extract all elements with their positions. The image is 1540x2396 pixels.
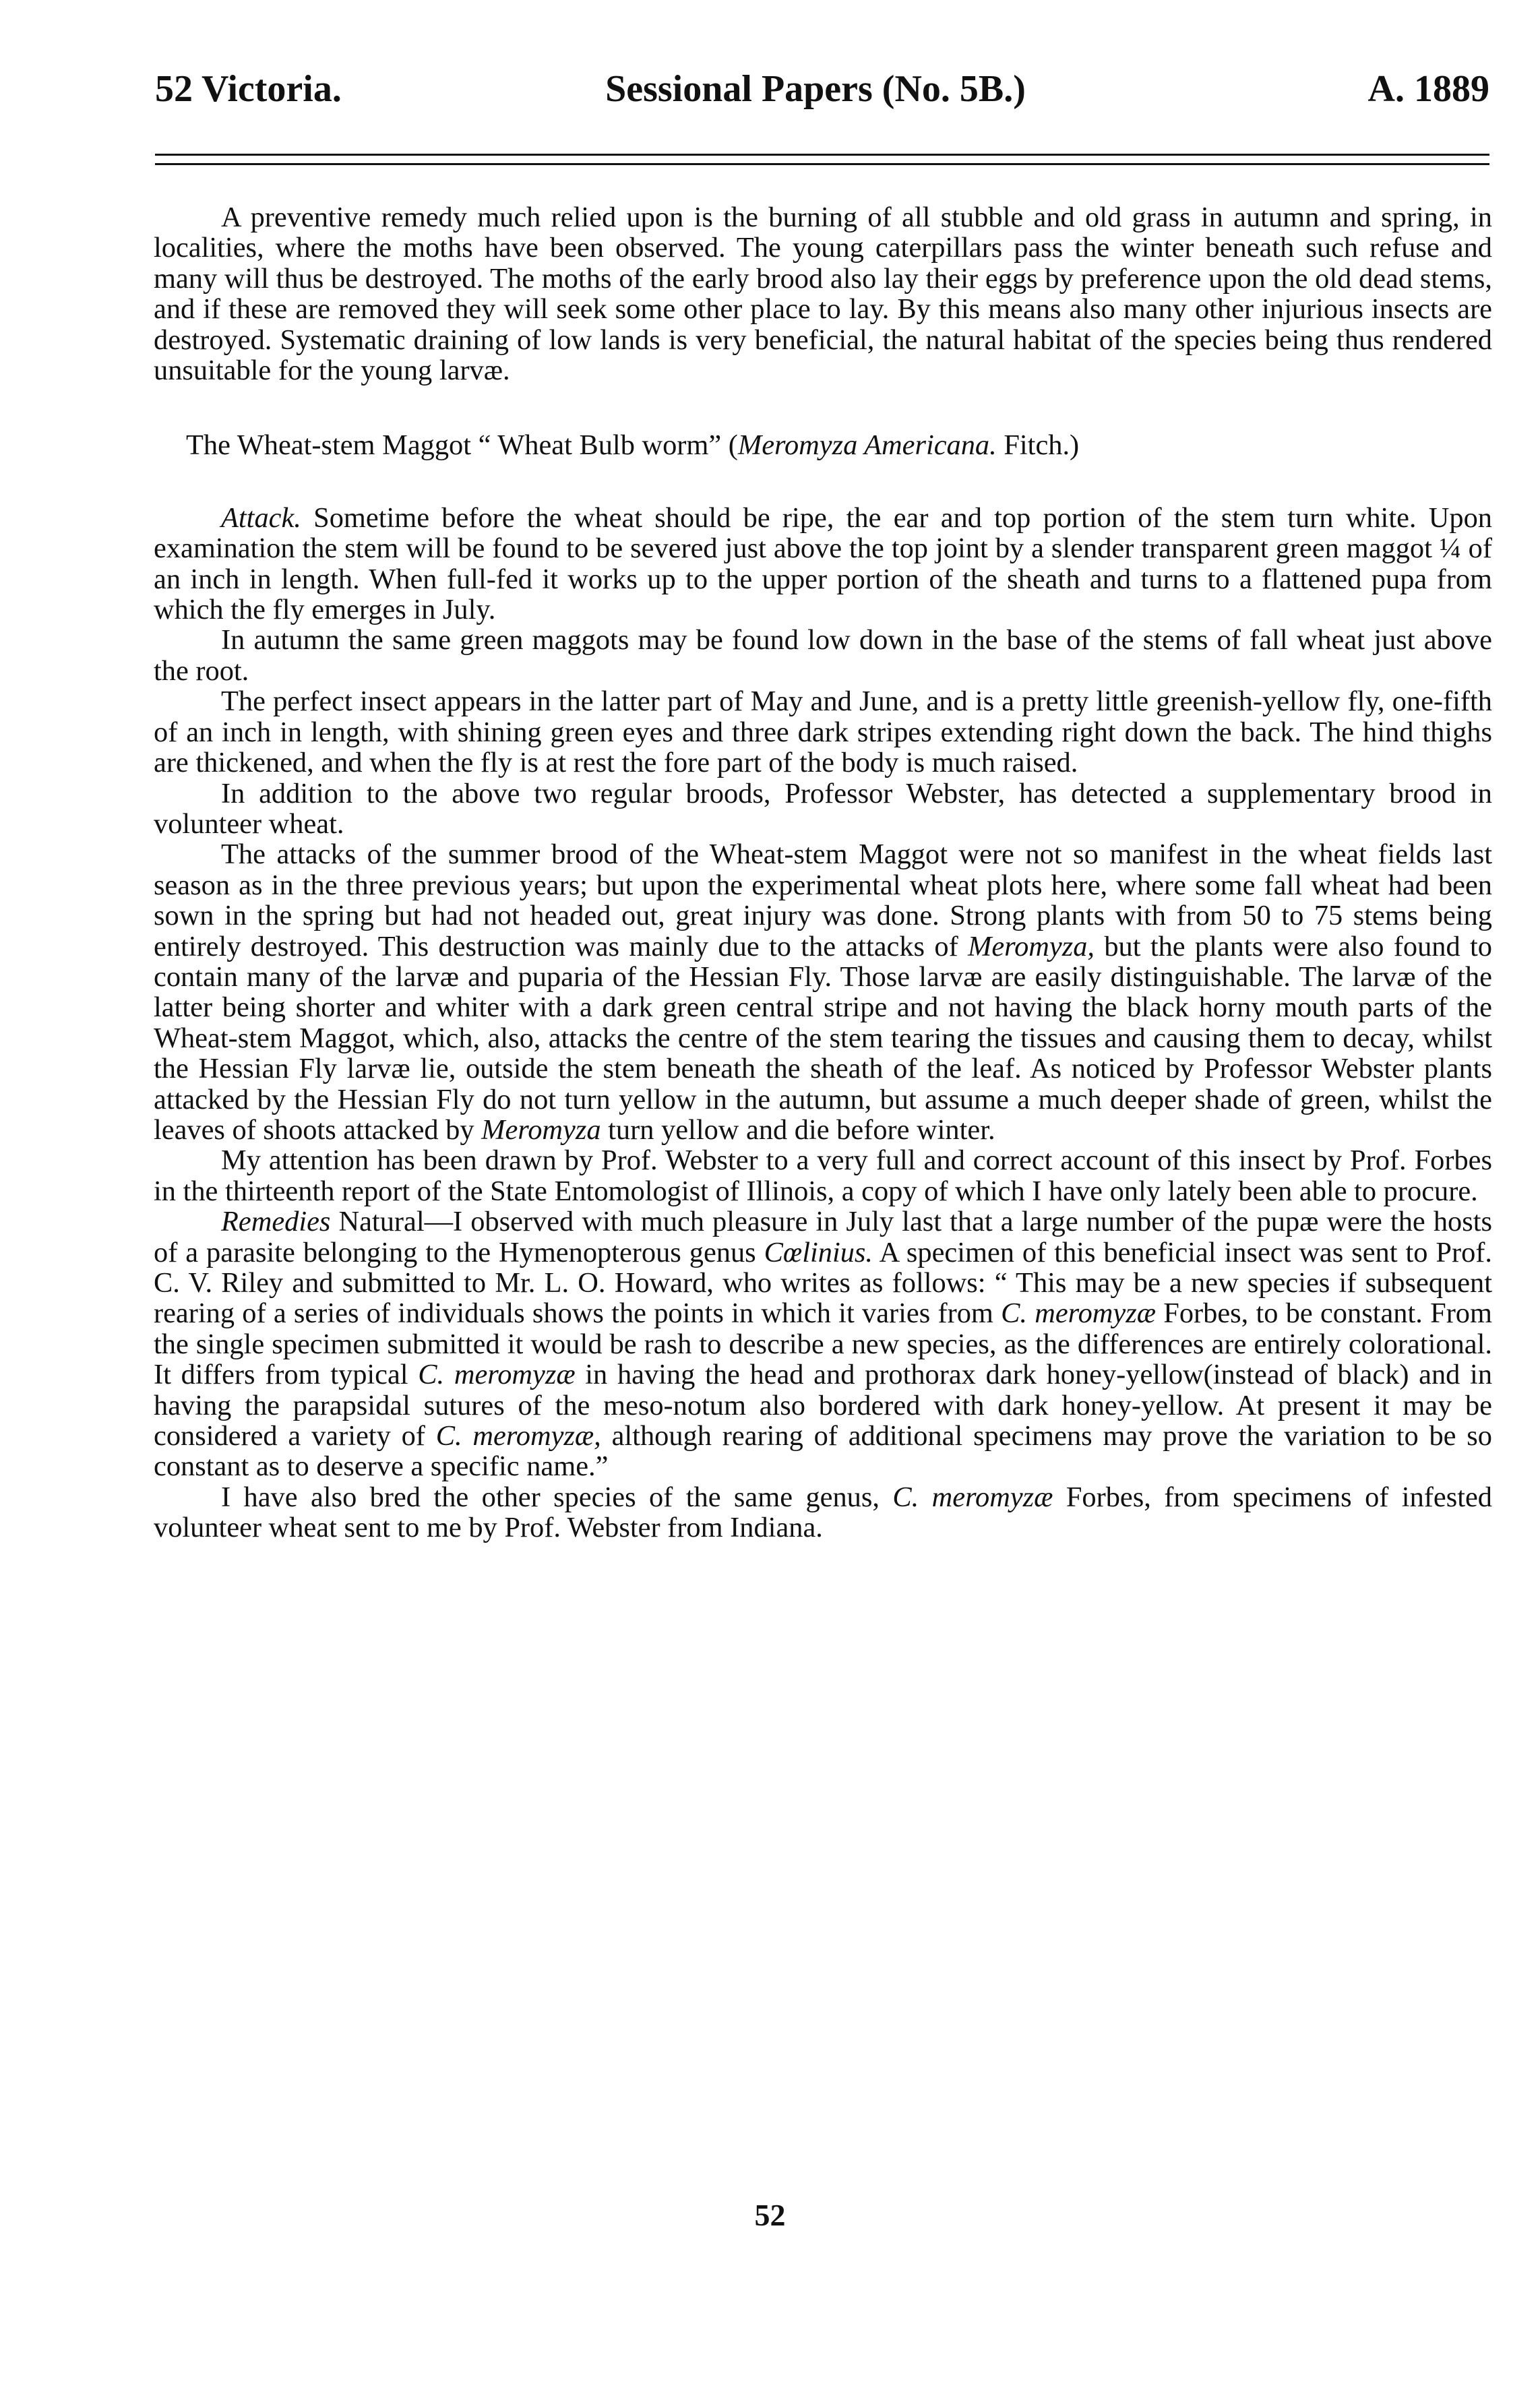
remedies-text-e: although rearing of additional specimens may prove the variation to be so constant as to deserve a specific name.” xyxy=(154,1420,1493,1483)
genus-name: Meromyza xyxy=(481,1113,601,1146)
section-heading-species: Meromyza Americana. xyxy=(737,429,997,462)
remedies-text-a: Natural—I observed with much pleasure in July last that a large number of the pupæ were the hosts of a parasite belonging to the Hymenopterous genus xyxy=(154,1206,1492,1268)
running-header xyxy=(155,67,1489,121)
header-rule-top xyxy=(155,154,1489,156)
summer-attacks-text-b: but the plants were also found to contain many of the larvæ and puparia of the Hessian Fly. Those larvæ are easily distinguishable. The larvæ of the latter being shorter and whiter with a dark green central stripe and not having the black horny mouth parts of the Wheat-stem Maggot, which, also, attacks the centre of the stem tearing the tissues and causing them to decay, whilst the Hessian Fly larvæ lie, outside the stem beneath the sheath of the leaf. As noticed by Professor Webster plants attacked by the Hessian Fly do not turn yellow in the autumn, but assume a much deeper shade of green, whilst the leaves of shoots attacked by xyxy=(154,930,1492,1146)
paragraph-autumn: In autumn the same green maggots may be found low down in the base of the stems of fall wheat just above the root. xyxy=(154,624,1492,687)
attack-text: Sometime before the wheat should be ripe, the ear and top portion of the stem turn white. Upon examination the stem will be found to be severed just above the top joint by a slender transparent green maggot ¼ of an inch in length. When full-fed it works up to the upper portion of the sheath and turns to a flattened pupa from which the fly emerges in July. xyxy=(154,501,1492,626)
header-series-title: Sessional Papers (No. 5B.) xyxy=(605,68,1026,110)
paragraph-attention: My attention has been drawn by Prof. Webster to a very full and correct account of this insect by Prof. Forbes in the thirteenth report of the State Entomologist of Illinois, a copy of which I have only lately been able to procure. xyxy=(154,1144,1492,1207)
species-name: C. meromyzæ xyxy=(892,1481,1053,1513)
remedies-text-d: in having the head and prothorax dark honey-yellow(instead of black) and in having the parapsidal sutures of the meso-notum also bordered with dark honey-yellow. At present it may be considered a variety of xyxy=(154,1359,1493,1452)
paragraph-remedies xyxy=(154,1206,1492,1482)
final-text-b: Forbes, from specimens of infested volunteer wheat sent to me by Prof. Webster from Indiana. xyxy=(154,1481,1493,1544)
page-body xyxy=(154,202,1492,1543)
header-year: A. 1889 xyxy=(1367,68,1489,110)
species-name: Cœlinius. xyxy=(764,1236,873,1268)
remedies-text-b: A specimen of this beneficial insect was sent to Prof. C. V. Riley and submitted to Mr. L. O. Howard, who writes as follows: “ This may be a new species if subsequent rearing of a series of individuals shows the points in which it varies from xyxy=(154,1236,1492,1330)
paragraph-preventive-remedy: A preventive remedy much relied upon is the burning of all stubble and old grass in autumn and spring, in localities, where the moths have been observed. The young caterpillars pass the winter beneath such refuse and many will thus be destroyed. The moths of the early brood also lay their eggs by preference upon the old dead stems, and if these are removed they will seek some other place to lay. By this means also many other injurious insects are destroyed. Systematic draining of low lands is very beneficial, the natural habitat of the species being thus rendered unsuitable for the young larvæ. xyxy=(154,202,1492,387)
paragraph-final xyxy=(154,1482,1492,1543)
species-name: C. meromyzæ, xyxy=(435,1420,601,1452)
section-heading-authority: Fitch.) xyxy=(996,429,1080,462)
remedies-label: Remedies xyxy=(221,1206,331,1238)
page-number: 52 xyxy=(754,2198,786,2232)
section-heading xyxy=(154,430,1492,460)
summer-attacks-text-a: The attacks of the summer brood of the Wheat-stem Maggot were not so manifest in the wheat fields last season as in the three previous years; but upon the experimental wheat plots here, where some fall wheat had been sown in the spring but had not headed out, great injury was done. Strong plants with from 50 to 75 stems being entirely destroyed. This destruction was mainly due to the attacks of xyxy=(154,838,1492,962)
header-volume: 52 Victoria. xyxy=(155,68,342,110)
species-name: C. meromyzæ xyxy=(418,1359,576,1391)
remedies-text-c: Forbes, to be constant. From the single specimen submitted it would be rash to describe a new species, as the differences are entirely colorational. It differs from typical xyxy=(154,1297,1492,1391)
final-text-a: I have also bred the other species of the same genus, xyxy=(221,1481,893,1513)
summer-attacks-text-c: turn yellow and die before winter. xyxy=(600,1113,995,1146)
paragraph-summer-attacks xyxy=(154,839,1492,1145)
section-heading-main: The Wheat-stem Maggot “ Wheat Bulb worm” ( xyxy=(186,429,738,462)
paragraph-perfect-insect: The perfect insect appears in the latter part of May and June, and is a pretty little greenish-yellow fly, one-fifth of an inch in length, with shining green eyes and three dark stripes extending right down the back. The hind thighs are thickened, and when the fly is at rest the fore part of the body is much raised. xyxy=(154,685,1492,779)
attack-label: Attack. xyxy=(221,501,301,534)
header-rule-bottom xyxy=(155,163,1489,165)
paragraph-supplementary-brood: In addition to the above two regular broods, Professor Webster, has detected a supplementary brood in volunteer wheat. xyxy=(154,777,1492,840)
genus-name: Meromyza, xyxy=(968,930,1095,962)
paragraph-attack xyxy=(154,503,1492,625)
species-name: C. meromyzæ xyxy=(1001,1297,1156,1330)
